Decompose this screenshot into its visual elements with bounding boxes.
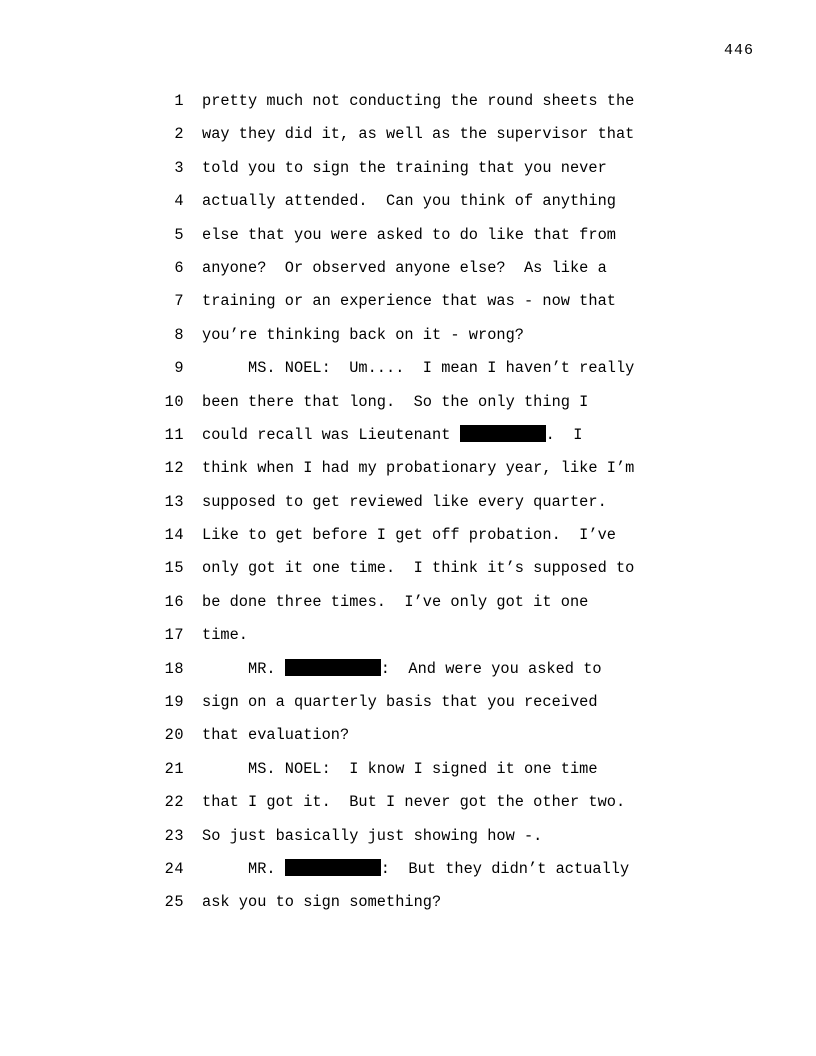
transcript-line (150, 92, 710, 125)
line-text (202, 693, 598, 711)
line-number: 1 (174, 92, 184, 110)
line-text (202, 660, 602, 678)
transcript-line (150, 159, 710, 192)
text-run: : And were you asked to (380, 659, 602, 678)
line-number: 7 (174, 292, 184, 311)
line-number: 21 (164, 759, 184, 778)
line-number: 2 (174, 125, 184, 144)
text-run: told you to sign the training that you never (202, 158, 607, 177)
text-run: pretty much not conducting the round sheets the (202, 92, 635, 110)
transcript-line (150, 493, 710, 526)
text-run: could recall was Lieutenant (202, 425, 460, 444)
line-text (202, 626, 248, 644)
text-run: be done three times. I’ve only got it one (202, 592, 589, 611)
text-run: : But they didn’t actually (380, 859, 630, 878)
text-run: Like to get before I get off probation. I’ve (202, 526, 616, 545)
text-run: MS. NOEL: Um.... I mean I haven’t really (202, 359, 635, 378)
line-number: 15 (164, 559, 184, 578)
text-run: actually attended. Can you think of anything (202, 192, 616, 211)
line-text (202, 259, 607, 277)
transcript-line (150, 326, 710, 359)
line-text (202, 493, 607, 511)
transcript-line (150, 125, 710, 158)
text-run: way they did it, as well as the supervisor that (202, 125, 635, 144)
line-text (202, 793, 625, 811)
line-text (202, 159, 607, 177)
transcript-line (150, 426, 710, 459)
line-text (202, 426, 582, 444)
page-number: 446 (723, 42, 754, 59)
redaction-bar (285, 659, 381, 676)
transcript-line (150, 292, 710, 325)
line-number: 22 (164, 793, 184, 812)
line-number: 10 (164, 392, 184, 411)
line-number: 24 (164, 859, 184, 878)
line-text (202, 192, 616, 210)
transcript-line (150, 626, 710, 659)
line-text (202, 393, 588, 411)
text-run: time. (202, 626, 248, 645)
transcript-line (150, 359, 710, 392)
text-run: . I (545, 425, 583, 444)
transcript-line (150, 760, 710, 793)
text-run: supposed to get reviewed like every quarter. (202, 492, 607, 511)
transcript-line (150, 827, 710, 860)
text-run: MS. NOEL: I know I signed it one time (202, 759, 598, 778)
transcript-line (150, 660, 710, 693)
text-run: So just basically just showing how -. (202, 826, 543, 845)
text-run: training or an experience that was - now that (202, 292, 616, 311)
line-number: 3 (174, 158, 184, 177)
line-number: 4 (174, 192, 184, 211)
transcript-line (150, 893, 710, 926)
line-text (202, 860, 629, 878)
line-number: 5 (174, 225, 184, 244)
line-text (202, 292, 616, 310)
line-number: 18 (164, 659, 184, 678)
line-text (202, 593, 588, 611)
line-text (202, 760, 598, 778)
line-number: 17 (164, 626, 184, 645)
line-number: 25 (164, 893, 184, 912)
transcript-line (150, 393, 710, 426)
text-run: been there that long. So the only thing I (202, 392, 589, 411)
text-run: ask you to sign something? (202, 893, 442, 912)
line-number: 20 (164, 726, 184, 745)
text-run: you’re thinking back on it - wrong? (202, 325, 524, 344)
line-number: 8 (174, 325, 184, 344)
line-text (202, 459, 634, 477)
transcript-line (150, 793, 710, 826)
line-number: 9 (174, 359, 184, 378)
text-run: else that you were asked to do like that from (202, 225, 616, 244)
transcript-line (150, 860, 710, 893)
line-text (202, 92, 634, 110)
line-text (202, 359, 634, 377)
transcript-line (150, 192, 710, 225)
text-run: think when I had my probationary year, like I’m (202, 459, 635, 478)
transcript-body (150, 92, 710, 927)
redaction-bar (285, 859, 381, 876)
line-number: 6 (174, 258, 184, 277)
text-run: that I got it. But I never got the other two. (202, 793, 626, 812)
line-number: 12 (164, 459, 184, 478)
text-run: sign on a quarterly basis that you received (202, 693, 598, 712)
line-text (202, 827, 542, 845)
line-number: 23 (164, 826, 184, 845)
line-text (202, 226, 616, 244)
line-text (202, 326, 524, 344)
transcript-line (150, 526, 710, 559)
line-number: 16 (164, 592, 184, 611)
line-text (202, 893, 441, 911)
transcript-line (150, 559, 710, 592)
text-run: MR. (202, 659, 285, 678)
transcript-line (150, 259, 710, 292)
line-text (202, 125, 634, 143)
redaction-bar (460, 425, 546, 442)
line-number: 13 (164, 492, 184, 511)
transcript-line (150, 726, 710, 759)
text-run: anyone? Or observed anyone else? As like a (202, 258, 607, 277)
line-number: 19 (164, 693, 184, 712)
line-text (202, 726, 349, 744)
text-run: only got it one time. I think it’s supposed to (202, 559, 635, 578)
transcript-line (150, 693, 710, 726)
line-text (202, 559, 634, 577)
text-run: that evaluation? (202, 726, 350, 745)
transcript-line (150, 226, 710, 259)
text-run: MR. (202, 859, 285, 878)
transcript-line (150, 593, 710, 626)
line-number: 14 (164, 526, 184, 545)
line-text (202, 526, 616, 544)
transcript-line (150, 459, 710, 492)
line-number: 11 (164, 425, 184, 444)
